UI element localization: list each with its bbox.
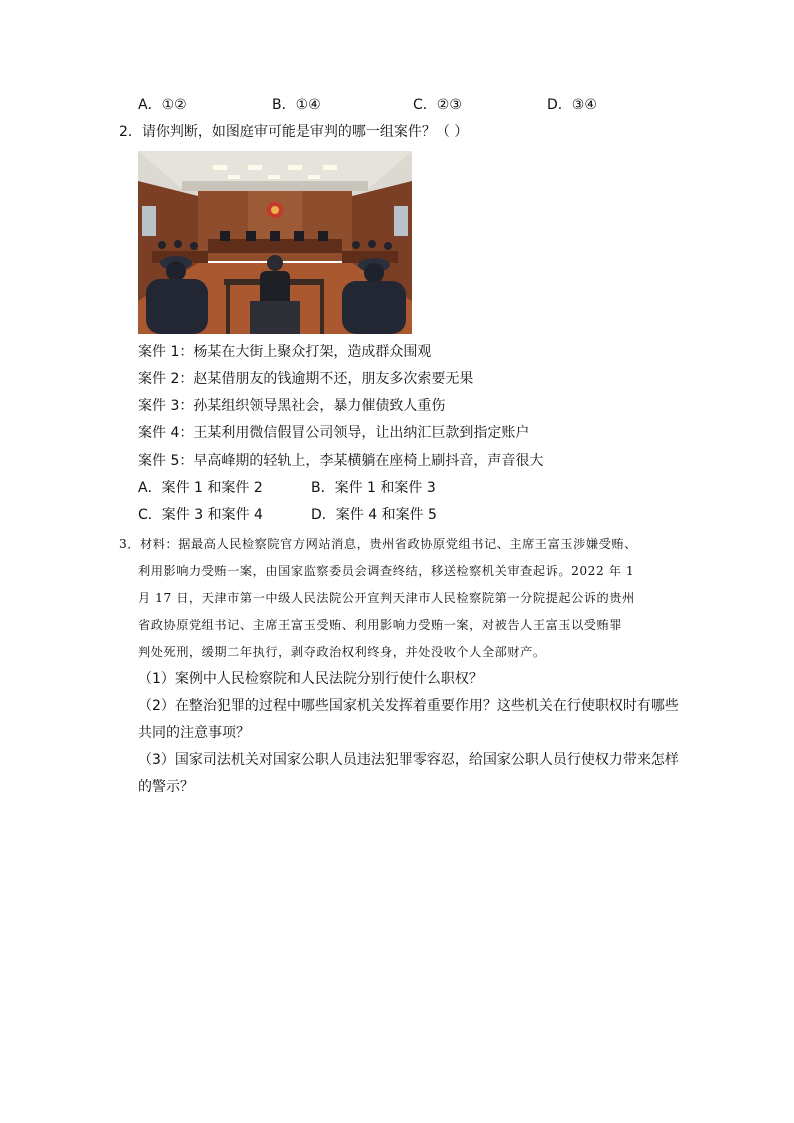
- q3-question-1: （1）案例中人民检察院和人民法院分别行使什么职权？: [138, 671, 483, 687]
- q3-question-2-line-1: （2）在整治犯罪的过程中哪些国家机关发挥着重要作用？这些机关在行使职权时有哪些: [138, 698, 679, 714]
- q2-case-1: 案件 1：杨某在大街上聚众打架，造成群众围观: [138, 344, 432, 360]
- q3-material-line-3: 月 17 日，天津市第一中级人民法院公开宣判天津市人民检察院第一分院提起公诉的贵州: [138, 591, 635, 605]
- q2-option-c: C．案件 3 和案件 4: [138, 507, 263, 523]
- q2-option-d: D．案件 4 和案件 5: [311, 507, 437, 523]
- q3-question-3-line-1: （3）国家司法机关对国家公职人员违法犯罪零容忍，给国家公职人员行使权力带来怎样: [138, 752, 679, 768]
- q3-material-line-4: 省政协原党组书记、主席王富玉受贿、利用影响力受贿一案，对被告人王富玉以受贿罪: [138, 618, 623, 632]
- q2-case-3: 案件 3：孙某组织领导黑社会，暴力催债致人重伤: [138, 398, 446, 414]
- q1-option-c: C．②③: [413, 97, 462, 113]
- q2-stem: 2．请你判断，如图庭审可能是审判的哪一组案件？（ ）: [119, 124, 469, 140]
- q3-question-3-line-2: 的警示？: [138, 779, 194, 795]
- courtroom-illustration: [138, 151, 412, 334]
- q2-case-2: 案件 2：赵某借朋友的钱逾期不还，朋友多次索要无果: [138, 371, 474, 387]
- q2-option-a: A．案件 1 和案件 2: [138, 480, 263, 496]
- q3-material-line-2: 利用影响力受贿一案，由国家监察委员会调查终结，移送检察机关审查起诉。2022 年 1: [138, 564, 635, 578]
- q3-question-2-line-2: 共同的注意事项？: [138, 725, 250, 741]
- q2-case-5: 案件 5：早高峰期的轻轨上，李某横躺在座椅上刷抖音，声音很大: [138, 453, 544, 469]
- q2-option-b: B．案件 1 和案件 3: [311, 480, 436, 496]
- q1-option-a: A．①②: [138, 97, 187, 113]
- q1-option-b: B．①④: [272, 97, 321, 113]
- q3-material-line-5: 判处死刑，缓期二年执行，剥夺政治权利终身，并处没收个人全部财产。: [138, 645, 546, 659]
- q2-case-4: 案件 4：王某利用微信假冒公司领导，让出纳汇巨款到指定账户: [138, 425, 530, 441]
- courtroom-photo: [138, 151, 412, 334]
- q1-option-d: D．③④: [547, 97, 597, 113]
- q3-material-line-1: 3．材料：据最高人民检察院官方网站消息，贵州省政协原党组书记、主席王富玉涉嫌受贿、: [119, 537, 637, 551]
